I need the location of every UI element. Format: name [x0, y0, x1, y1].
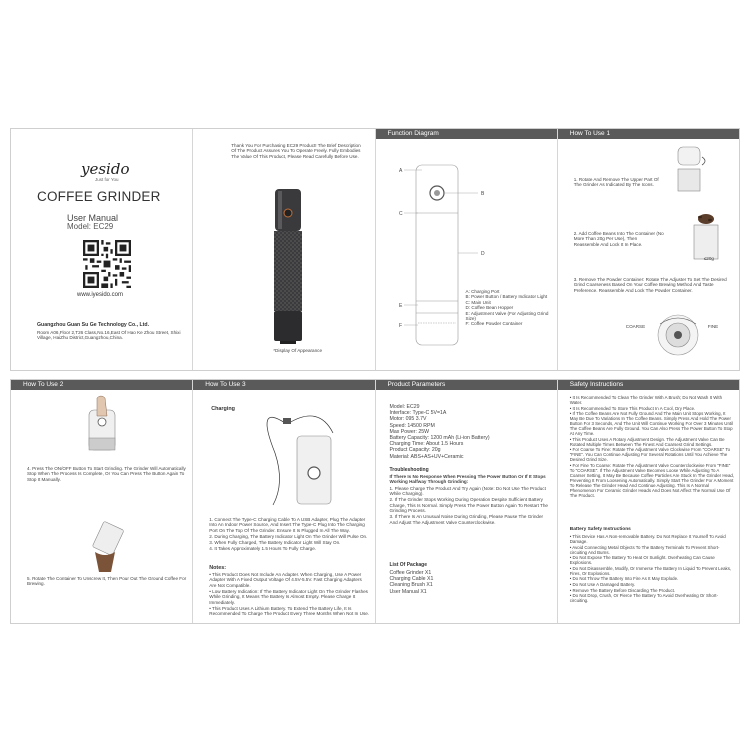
battery-safety-item: • This Device Has A Non-removable Battery. Do Not Replace It Yourself To Avoid Damage. [569, 534, 726, 544]
label-f: F [398, 323, 402, 329]
legend-item: B: Power Button / Battery Indicator Light [465, 294, 548, 300]
pour-coffee-illustration [81, 518, 131, 578]
battery-safety-list [570, 534, 735, 604]
fine-label: FINE [707, 324, 719, 329]
model-label: Model: EC29 [67, 222, 114, 231]
legend-item: E: Adjustment Valve (For Adjusting Grind Size) [465, 310, 549, 322]
charging-steps [209, 517, 369, 552]
troubleshooting-item: 3. If There Is An Unusual Noise During Grinding, Please Pause The Grinder And Adjust The Adjustment Valve Counterclockwise. [389, 514, 544, 525]
label-a: A [398, 168, 402, 174]
charging-step: 2. During Charging, The Battery Indicator Light On The Grinder Will Pulse On. [209, 533, 368, 539]
battery-safety-item: • Do Not Use A Damaged Battery. [569, 581, 636, 587]
troubleshooting-item: 1. Please Charge The Product And Try Again (Note: Do Not Use The Product While Charging). [389, 486, 546, 497]
safety-item: • If The Coffee Beans Are Not Fully Ground And The Main Unit Stops Working, It May Be Due To Variations In The Coffee Beans. Simply Press And Hold The Power Button For 3 Seconds, And The Unit Will Continue Working For Over 3 Minutes Until The Coffee Beans Are Fully Ground. You Can Also Press The Power Button To Stop At Any Time. [569, 411, 734, 437]
add-beans-illustration [686, 211, 726, 261]
thanks-text: Thank You For Purchasing EC29 Product! The Brief Description Of The Product Assures You To Operate Freely. Fully Embodies The Value Of This Product, Please Read Carefully Before Use. [231, 143, 361, 159]
bean-amount-label: ≤20g [703, 256, 714, 261]
spec-item: Interface: Type-C 5V=1A [389, 410, 447, 417]
product-panel [193, 129, 375, 370]
charging-step: 1. Connect The Type-C Charging Cable To A USB Adapter, Plug The Adapter Into An Indoor Power Source, And Insert The Type-C Plug Into The Charging Port On The Top Of The Grinder. Ensure It Is Plugged In All The Way. [209, 517, 366, 533]
package-title: List Of Package [389, 562, 428, 568]
battery-safety-item: • Do Not Expose The Battery To Heat Or Sunlight. Overheating Can Cause Explosions. [569, 555, 715, 566]
package-item: User Manual X1 [389, 588, 427, 595]
note-item: • This Product Uses A Lithium Battery. To Extend The Battery Life, It Is Recommended To Charge The Product Every Three Months When Not In Use. [209, 605, 370, 617]
label-c: C [398, 211, 403, 217]
spec-item: Material: ABS+AS+UV+Ceramic [389, 453, 464, 460]
how-to-use-2-panel [11, 380, 193, 623]
legend-item: D: Coffee Bean Hopper [465, 305, 514, 311]
cover-panel [11, 129, 193, 370]
troubleshooting-item: 2. If The Grinder Stops Working During Operation Despite Sufficient Battery Charge, This Is Normal. Simply Press The Power Button Again To Restart The Grinding Process. [389, 497, 548, 514]
how-to-use-1-header: How To Use 1 [558, 129, 739, 139]
spec-item: Product Capacity: 20g [389, 447, 441, 454]
appearance-note: *Display Of Appearance [273, 348, 323, 353]
safety-item: • For Coarse To Fine: Rotate The Adjustment Valve Clockwise From "COARSE" To "FINE". You Can Continue Adjusting For Several Rotations Until You Achieve The Desired Grind Size. [569, 447, 731, 463]
press-button-illustration [77, 394, 127, 454]
qr-code-icon [83, 240, 131, 288]
safety-item: • It Is Recommended To Clean The Grinder With A Brush; Do Not Wash It With Water. [569, 395, 723, 405]
spec-item: Speed: 14500 RPM [389, 422, 435, 429]
battery-safety-item: • Remove The Battery Before Discarding The Product. [569, 587, 676, 593]
how-to-use-3-header: How To Use 3 [193, 380, 374, 390]
how-to-use-step-3: 3. Remove The Powder Container: Rotate The Adjuster To Set The Desired Grind Coarseness Based On Your Coffee Brewing Method And Taste Preference. Reassemble And Lock The Powder Container. [573, 277, 727, 293]
parameters-header: Product Parameters [376, 380, 557, 390]
notes-title: Notes: [209, 565, 227, 571]
manual-label: User Manual [67, 213, 119, 223]
legend-item: A: Charging Port [465, 289, 500, 294]
battery-safety-item: • Avoid Connecting Metal Objects To The Battery Terminals To Prevent Short-circuiting And Burns. [569, 544, 720, 555]
how-to-use-step-4: 4. Press The ON/OFF Button To Start Grinding. The Grinder Will Automatically Stop When The Process Is Complete, Or You Can Press The Button Again To Stop It Manually. [27, 466, 186, 482]
spec-item: Battery Capacity: 1200 mAh (Li-ion Battery) [389, 435, 490, 442]
remove-top-illustration [670, 143, 710, 193]
label-b: B [480, 191, 484, 197]
how-to-use-step-5: 5. Rotate The Container To Unscrew It, Then Pour Out The Ground Coffee For Brewing. [27, 576, 187, 587]
function-diagram-header: Function Diagram [376, 129, 557, 139]
package-item: Charging Cable X1 [389, 576, 434, 583]
battery-safety-item: • Do Not Drop, Crush, Or Pierce The Battery To Avoid Overheating Or Short-circuiting. [569, 593, 718, 604]
diagram-legend [466, 289, 556, 327]
safety-header: Safety Instructions [558, 380, 739, 390]
note-item: • This Product Does Not Include An Adapter. When Charging, Use A Power Adapter With A Fixed Output Voltage Of 4.5V-5.5V. Fast Charging Adapters Are Not Compatible. [209, 572, 362, 588]
troubleshooting-list [390, 486, 550, 526]
charging-title: Charging [211, 406, 235, 412]
brand-logo: yesido [81, 160, 130, 178]
label-e: E [398, 303, 402, 309]
troubleshooting-title: Troubleshooting [389, 467, 429, 473]
safety-item: • For Fine To Coarse: Rotate The Adjustment Valve Counterclockwise From "FINE" To "COARSE". If The Adjustment Valve Becomes Loose While Adjusting To A Coarser Setting, It May Be Because Coffee Particles Are Stuck In The Grinder Head, Preventing It From Loosening Automatically. Simply Start The Grinder For A Moment To Release The Grinder Head And Continue Adjusting. This Is A Normal Phenomenon For Ceramic Grinder Heads And Does Not Affect The Normal Use Of The Product. [569, 462, 735, 498]
package-list [390, 570, 510, 595]
function-diagram-panel [376, 129, 558, 370]
how-to-use-2-header: How To Use 2 [11, 380, 192, 390]
safety-panel [558, 380, 739, 623]
notes-list [209, 572, 369, 617]
website-link: www.iyesido.com [77, 292, 124, 298]
package-item: Cleaning Brush X1 [389, 582, 433, 589]
brand-tagline: Just for You [95, 177, 119, 182]
package-item: Coffee Grinder X1 [389, 570, 432, 576]
cover-title: COFFEE GRINDER [37, 189, 161, 204]
adjuster-dial-illustration [650, 312, 706, 358]
safety-item: • It Is Recommended To Store This Product In A Cool, Dry Place. [569, 405, 696, 411]
manual-sheet-front [10, 128, 740, 371]
battery-safety-item: • Do Not Throw The Battery Into Fire As It May Explode. [569, 576, 679, 582]
how-to-use-3-panel [193, 380, 375, 623]
spec-item: Max Power: 25W [389, 428, 429, 435]
legend-item: C: Main Unit [465, 299, 491, 305]
legend-item: F: Coffee Powder Container [465, 321, 523, 327]
spec-item: Charging Time: About 1.5 Hours [389, 441, 464, 448]
safety-item: • This Product Uses A Rotary Adjustment Design. The Adjustment Valve Can Be Rotated Multiple Times Between The Finest And Coarsest Grind Settings. [569, 436, 725, 447]
battery-safety-item: • Do Not Disassemble, Modify, Or Immerse The Battery In Liquid To Prevent Leaks, Fires, Or Explosions. [569, 565, 732, 576]
label-d: D [480, 251, 485, 257]
parameters-panel [376, 380, 558, 623]
grinder-product-image [273, 189, 303, 344]
note-item: • Low Battery Indication: If The Battery Indicator Light On The Grinder Flashes While Grinding, It Means The Battery Is Almost Empty. Please Charge It Immediately. [209, 588, 368, 605]
troubleshooting-question: If There Is No Response When Pressing The Power Button Or If It Stops Working Halfway Through Grinding: [389, 474, 546, 485]
charging-step: 4. It Takes Approximately 1.5 Hours To Fully Charge. [209, 545, 317, 551]
spec-item: Model: EC29 [389, 404, 420, 410]
how-to-use-1-panel [558, 129, 739, 370]
charging-cable-illustration [245, 398, 335, 508]
how-to-use-step-1: 1. Rotate And Remove The Upper Part Of The Grinder As Indicated By The Icons. [573, 177, 659, 188]
company-name: Guangzhou Guan Su Ge Technology Co., Ltd. [37, 322, 150, 328]
company-address: Room A06,Floor 2,T26 Class,No.16,East Of Hao Ke Zhou Street, Shixi Village, HaiZhu District,Guangzhou,China. [37, 330, 181, 341]
spec-item: Motor: 095 3.7V [389, 416, 427, 423]
how-to-use-step-2: 2. Add Coffee Beans Into The Container (No More Than 20g Per Use), Then Reassemble And Lock It In Place. [573, 231, 664, 247]
manual-sheet-back [10, 379, 740, 624]
coarse-label: COARSE [625, 324, 646, 329]
charging-step: 3. When Fully Charged, The Battery Indicator Light Will Stay On. [209, 539, 341, 545]
safety-list [570, 395, 735, 499]
spec-list [390, 404, 550, 460]
battery-safety-title: Battery Safety Instructions [569, 527, 631, 532]
